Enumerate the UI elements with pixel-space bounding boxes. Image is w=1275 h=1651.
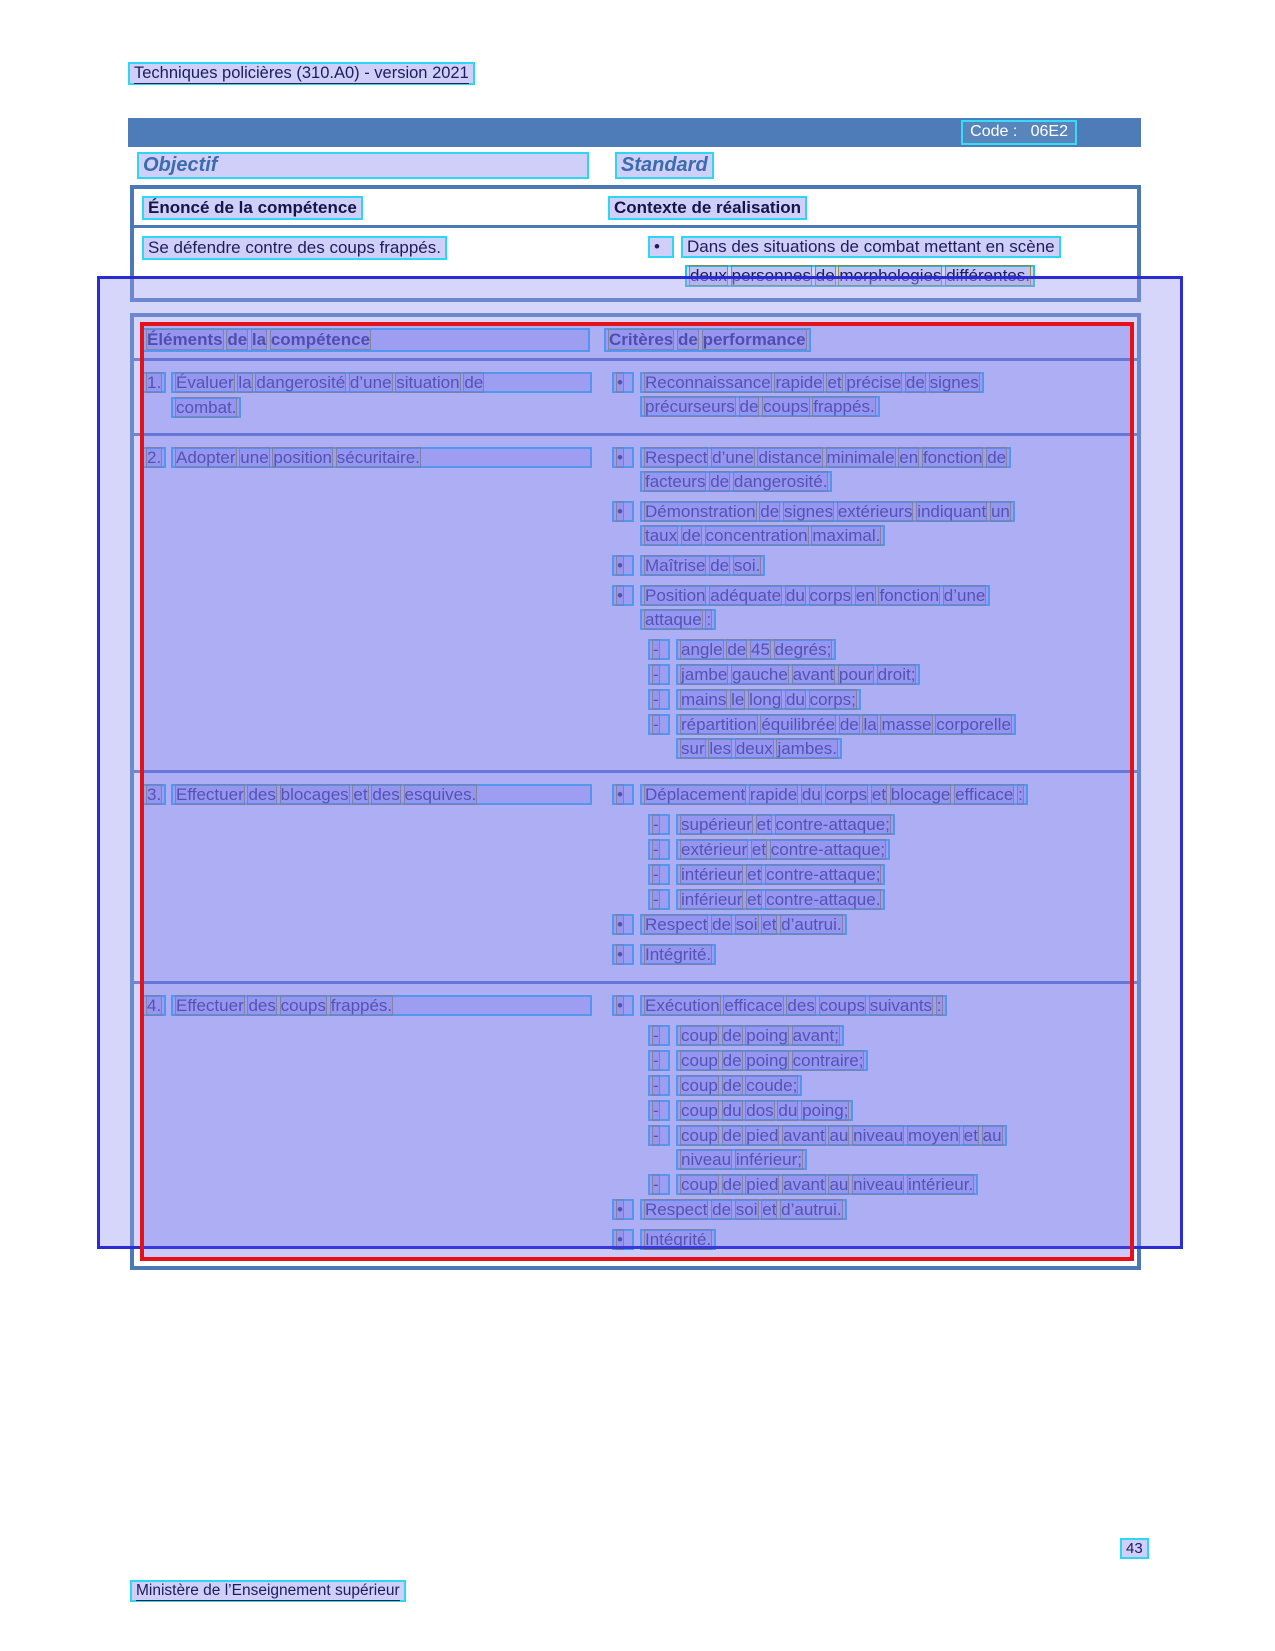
criteria-lines bbox=[640, 914, 847, 938]
criteria-lines bbox=[640, 555, 765, 579]
criteria-line: jambe gauche avant pour droit; bbox=[676, 664, 920, 685]
dash-icon: - bbox=[648, 664, 670, 685]
code-badge: Code : 06E2 bbox=[961, 120, 1077, 145]
table-elements bbox=[130, 313, 1141, 1270]
table2-row bbox=[134, 361, 1137, 436]
criteria-line: coup de pied avant au niveau intérieur. bbox=[676, 1174, 978, 1195]
dash-icon: - bbox=[648, 864, 670, 885]
row-number: 4. bbox=[142, 995, 166, 1016]
element-cell bbox=[142, 372, 604, 426]
criteria-line: coup de pied avant au niveau moyen et au bbox=[676, 1125, 1007, 1146]
footer-ministry-wrap bbox=[130, 1580, 406, 1602]
criteria-item bbox=[612, 914, 1137, 938]
criteria-lines bbox=[676, 1075, 802, 1099]
table1-body-row bbox=[134, 228, 1137, 290]
criteria-line: facteurs de dangerosité. bbox=[640, 471, 832, 492]
criteria-line: Respect de soi et d’autrui. bbox=[640, 914, 847, 935]
element-text: combat. bbox=[171, 397, 241, 418]
criteria-lines bbox=[676, 639, 836, 663]
criteria-item bbox=[648, 864, 1137, 888]
table-competence bbox=[130, 185, 1141, 302]
criteria-line: Respect d’une distance minimale en fonction de bbox=[640, 447, 1011, 468]
row-number: 2. bbox=[142, 447, 166, 468]
dash-icon: - bbox=[648, 839, 670, 860]
footer-ministry bbox=[130, 1580, 406, 1602]
criteria-item bbox=[648, 1050, 1137, 1074]
criteria-item bbox=[648, 1075, 1137, 1099]
criteria-line: précurseurs de coups frappés. bbox=[640, 396, 880, 417]
criteria-lines bbox=[640, 585, 990, 633]
criteria-lines bbox=[676, 1125, 1007, 1173]
criteria-item bbox=[648, 689, 1137, 713]
criteria-line: Intégrité. bbox=[640, 944, 716, 965]
table1-header-row bbox=[134, 189, 1137, 228]
criteria-item bbox=[648, 889, 1137, 913]
criteria-item bbox=[648, 714, 1137, 762]
criteria-lines bbox=[676, 689, 861, 713]
criteria-item bbox=[648, 664, 1137, 688]
element-cell bbox=[142, 447, 604, 763]
doc-title-text: Techniques policières (310.A0) - version 2021 bbox=[134, 64, 469, 82]
dash-icon: - bbox=[648, 814, 670, 835]
element-first-line bbox=[142, 784, 604, 808]
criteria-lines bbox=[676, 889, 885, 913]
criteria-item bbox=[648, 1174, 1137, 1198]
table2-row bbox=[134, 436, 1137, 773]
criteria-item bbox=[648, 639, 1137, 663]
criteria-cell bbox=[604, 447, 1137, 763]
element-text: Effectuer des coups frappés. bbox=[171, 995, 592, 1016]
table1-header-contexte: Contexte de réalisation bbox=[608, 196, 807, 220]
criteria-item bbox=[648, 839, 1137, 863]
criteria-line: angle de 45 degrés; bbox=[676, 639, 836, 660]
bullet-icon: • bbox=[612, 914, 634, 935]
criteria-item bbox=[612, 372, 1137, 420]
criteria-lines bbox=[676, 1025, 844, 1049]
criteria-line: inférieur et contre-attaque. bbox=[676, 889, 885, 910]
criteria-cell bbox=[604, 784, 1137, 974]
criteria-lines bbox=[640, 447, 1011, 495]
criteria-cell bbox=[604, 372, 1137, 426]
criteria-line: Déplacement rapide du corps et blocage efficace : bbox=[640, 784, 1028, 805]
criteria-lines bbox=[676, 1174, 978, 1198]
page-number-wrap bbox=[1120, 1538, 1149, 1559]
criteria-line: intérieur et contre-attaque; bbox=[676, 864, 885, 885]
code-bar bbox=[128, 118, 1141, 147]
criteria-line: coup de poing contraire; bbox=[676, 1050, 868, 1071]
criteria-item bbox=[612, 995, 1137, 1019]
doc-title bbox=[128, 62, 475, 85]
dash-icon: - bbox=[648, 714, 670, 735]
criteria-line: attaque : bbox=[640, 609, 716, 630]
element-text: Adopter une position sécuritaire. bbox=[171, 447, 592, 468]
criteria-line: coup de poing avant; bbox=[676, 1025, 844, 1046]
bullet-icon: • bbox=[612, 1229, 634, 1250]
bullet-icon: • bbox=[612, 585, 634, 606]
contexte-line-1: Dans des situations de combat mettant en scène bbox=[681, 236, 1061, 258]
criteria-line: sur les deux jambes. bbox=[676, 738, 842, 759]
criteria-lines bbox=[676, 814, 895, 838]
criteria-lines bbox=[676, 839, 890, 863]
element-text: Effectuer des blocages et des esquives. bbox=[171, 784, 592, 805]
element-cont-line bbox=[171, 397, 604, 418]
criteria-lines bbox=[640, 784, 1028, 808]
dash-icon: - bbox=[648, 1075, 670, 1096]
criteria-line: extérieur et contre-attaque; bbox=[676, 839, 890, 860]
standard-heading: Standard bbox=[615, 152, 714, 179]
page-number: 43 bbox=[1120, 1538, 1149, 1559]
dash-icon: - bbox=[648, 1100, 670, 1121]
table2-row bbox=[134, 773, 1137, 984]
criteria-line: Démonstration de signes extérieurs indiquant un bbox=[640, 501, 1015, 522]
title-highlight-box bbox=[128, 62, 475, 85]
contexte-line-2: deux personnes de morphologies différentes. bbox=[685, 265, 1035, 287]
criteria-lines bbox=[676, 714, 1016, 762]
bullet-icon: • bbox=[612, 944, 634, 965]
criteria-item bbox=[612, 1229, 1137, 1253]
criteria-line: Position adéquate du corps en fonction d’une bbox=[640, 585, 990, 606]
dash-icon: - bbox=[648, 1125, 670, 1146]
criteria-line: Respect de soi et d’autrui. bbox=[640, 1199, 847, 1220]
section-headings-row bbox=[128, 152, 1141, 182]
dash-icon: - bbox=[648, 1174, 670, 1195]
criteria-item bbox=[648, 1125, 1137, 1173]
criteria-lines bbox=[640, 944, 716, 968]
criteria-item bbox=[612, 585, 1137, 633]
criteria-line: Maîtrise de soi. bbox=[640, 555, 765, 576]
objectif-heading: Objectif bbox=[137, 152, 589, 179]
dash-icon: - bbox=[648, 1025, 670, 1046]
footer-ministry-text: Ministère de l’Enseignement supérieur bbox=[136, 1582, 400, 1599]
criteria-lines bbox=[640, 501, 1015, 549]
element-cell bbox=[142, 784, 604, 974]
criteria-item bbox=[612, 447, 1137, 495]
criteria-line: Intégrité. bbox=[640, 1229, 716, 1250]
criteria-item bbox=[612, 1199, 1137, 1223]
bullet-icon: • bbox=[648, 236, 674, 258]
bullet-icon: • bbox=[612, 1199, 634, 1220]
bullet-icon: • bbox=[612, 995, 634, 1016]
criteria-item bbox=[612, 501, 1137, 549]
criteria-line: répartition équilibrée de la masse corporelle bbox=[676, 714, 1016, 735]
criteria-item bbox=[612, 555, 1137, 579]
dash-icon: - bbox=[648, 689, 670, 710]
element-text: Évaluer la dangerosité d’une situation de bbox=[171, 372, 592, 393]
criteria-cell bbox=[604, 995, 1137, 1259]
bullet-icon: • bbox=[612, 501, 634, 522]
bullet-icon: • bbox=[612, 784, 634, 805]
element-first-line bbox=[142, 995, 604, 1019]
criteria-lines bbox=[640, 372, 984, 420]
criteria-lines bbox=[676, 1050, 868, 1074]
criteria-line: supérieur et contre-attaque; bbox=[676, 814, 895, 835]
table1-header-enonce: Énoncé de la compétence bbox=[142, 196, 363, 220]
criteria-item bbox=[612, 944, 1137, 968]
element-first-line bbox=[142, 447, 604, 471]
criteria-line: Exécution efficace des coups suivants : bbox=[640, 995, 947, 1016]
criteria-lines bbox=[640, 1229, 716, 1253]
row-number: 1. bbox=[142, 372, 166, 393]
criteria-line: coup de coude; bbox=[676, 1075, 802, 1096]
dash-icon: - bbox=[648, 639, 670, 660]
criteria-lines bbox=[676, 1100, 853, 1124]
criteria-line: taux de concentration maximal. bbox=[640, 525, 885, 546]
bullet-icon: • bbox=[612, 447, 634, 468]
table2-row bbox=[134, 984, 1137, 1266]
criteria-item bbox=[612, 784, 1137, 808]
element-first-line bbox=[142, 372, 604, 396]
criteria-line: Reconnaissance rapide et précise de signes bbox=[640, 372, 984, 393]
table2-header-elements: Éléments de la compétence bbox=[142, 328, 590, 352]
criteria-line: coup du dos du poing; bbox=[676, 1100, 853, 1121]
criteria-line: mains le long du corps; bbox=[676, 689, 861, 710]
element-cell bbox=[142, 995, 604, 1259]
dash-icon: - bbox=[648, 889, 670, 910]
criteria-lines bbox=[676, 664, 920, 688]
criteria-item bbox=[648, 1025, 1137, 1049]
competence-text: Se défendre contre des coups frappés. bbox=[142, 236, 447, 260]
bullet-icon: • bbox=[612, 372, 634, 393]
criteria-item bbox=[648, 1100, 1137, 1124]
table2-header-criteres: Critères de performance bbox=[604, 328, 811, 352]
criteria-line: niveau inférieur; bbox=[676, 1149, 807, 1170]
criteria-item bbox=[648, 814, 1137, 838]
criteria-lines bbox=[676, 864, 885, 888]
table2-rows bbox=[134, 361, 1137, 1266]
bullet-icon: • bbox=[612, 555, 634, 576]
row-number: 3. bbox=[142, 784, 166, 805]
criteria-lines bbox=[640, 995, 947, 1019]
dash-icon: - bbox=[648, 1050, 670, 1071]
criteria-lines bbox=[640, 1199, 847, 1223]
table2-header-row bbox=[134, 317, 1137, 361]
